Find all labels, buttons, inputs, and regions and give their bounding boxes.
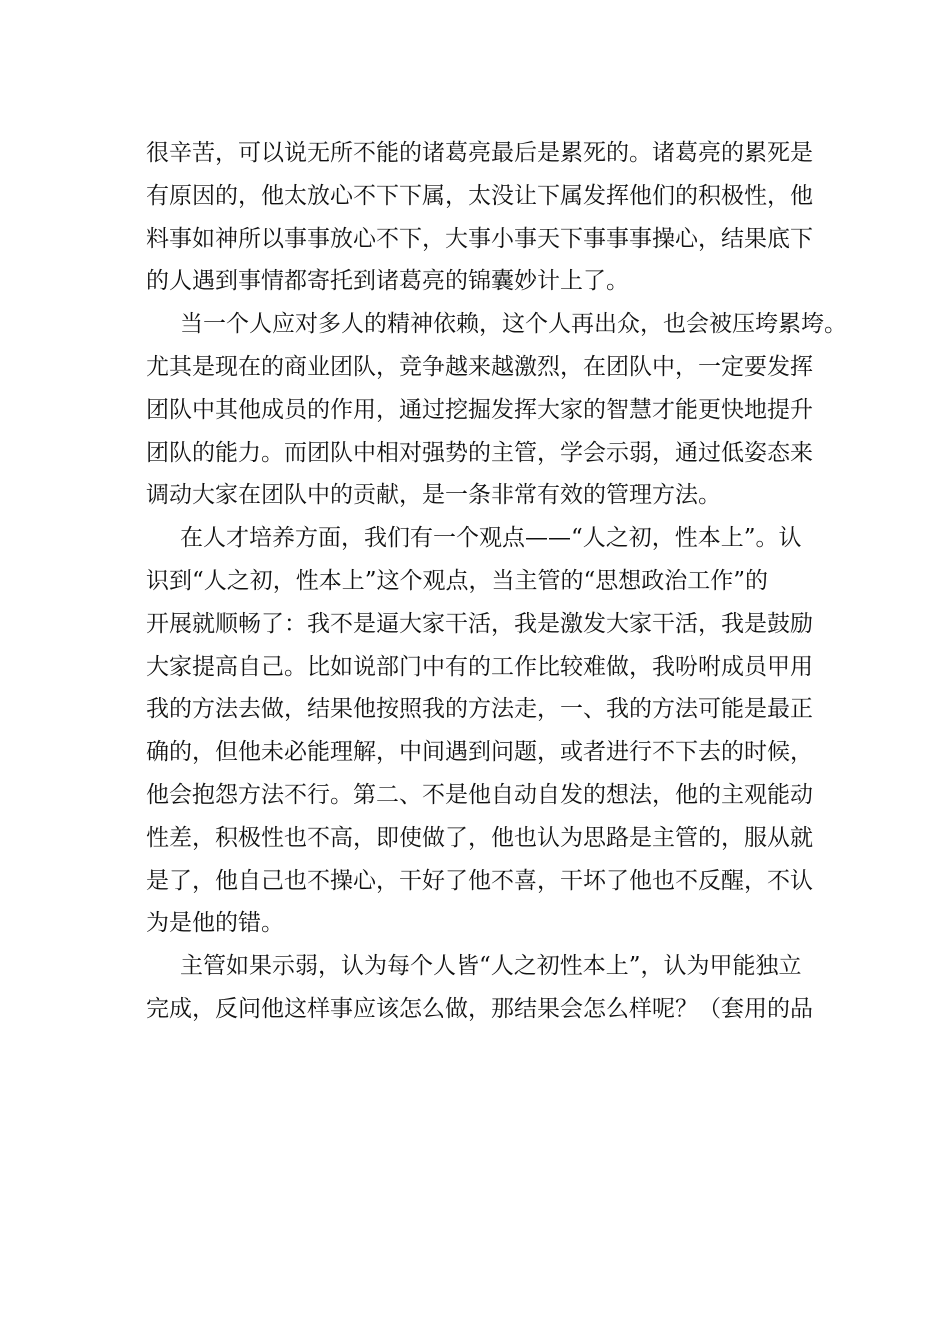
text-line: 性差，积极性也不高，即使做了，他也认为思路是主管的，服从就 [146, 824, 813, 851]
text-line: 团队的能力。而团队中相对强势的主管，学会示弱，通过低姿态来 [146, 439, 813, 466]
text-line: 调动大家在团队中的贡献，是一条非常有效的管理方法。 [146, 482, 721, 509]
text-line: 的人遇到事情都寄托到诸葛亮的锦囊妙计上了。 [146, 268, 629, 295]
text-line: 他会抱怨方法不行。第二、不是他自动自发的想法，他的主观能动 [146, 781, 813, 808]
text-line: 大家提高自己。比如说部门中有的工作比较难做，我吩咐成员甲用 [146, 653, 813, 680]
paragraph-start-line: 当一个人应对多人的精神依赖，这个人再出众，也会被压垮累垮。 [180, 311, 847, 338]
text-line: 尤其是现在的商业团队，竞争越来越激烈，在团队中，一定要发挥 [146, 353, 813, 380]
text-line: 为是他的错。 [146, 910, 284, 937]
text-line: 开展就顺畅了：我不是逼大家干活，我是激发大家干活，我是鼓励 [146, 610, 813, 637]
paragraph-start-line: 在人才培养方面，我们有一个观点——“人之初，性本上”。认 [180, 525, 802, 552]
text-line: 料事如神所以事事放心不下，大事小事天下事事事操心，结果底下 [146, 225, 813, 252]
text-line: 确的，但他未必能理解，中间遇到问题，或者进行不下去的时候， [146, 739, 813, 766]
text-line: 有原因的，他太放心不下下属，太没让下属发挥他们的积极性，他 [146, 182, 813, 209]
paragraph-start-line: 主管如果示弱，认为每个人皆“人之初性本上”，认为甲能独立 [180, 953, 802, 980]
text-line: 很辛苦，可以说无所不能的诸葛亮最后是累死的。诸葛亮的累死是 [146, 140, 813, 166]
text-line: 团队中其他成员的作用，通过挖掘发挥大家的智慧才能更快地提升 [146, 396, 813, 423]
text-line: 完成，反问他这样事应该怎么做，那结果会怎么样呢？（套用的品 [146, 995, 813, 1022]
text-line: 我的方法去做，结果他按照我的方法走，一、我的方法可能是最正 [146, 696, 813, 723]
text-line: 是了，他自己也不操心，干好了他不喜，干坏了他也不反醒，不认 [146, 867, 813, 894]
body-text [146, 132, 847, 1031]
text-line: 识到“人之初，性本上”这个观点，当主管的“思想政治工作”的 [146, 567, 769, 594]
